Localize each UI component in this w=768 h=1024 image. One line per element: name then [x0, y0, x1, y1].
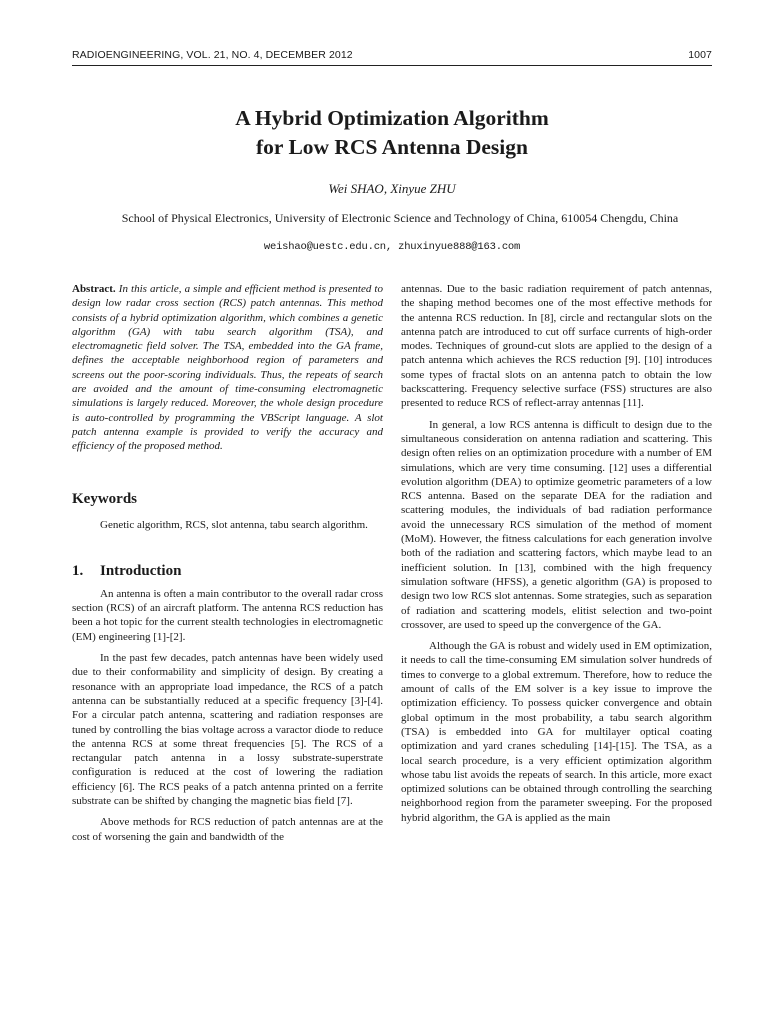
keywords-heading: Keywords	[72, 490, 137, 507]
running-header	[72, 49, 712, 61]
affiliation: School of Physical Electronics, University of Electronic Science and Technology of China, 610054 Chengdu, China	[121, 211, 679, 225]
right-column	[401, 282, 712, 825]
body-paragraph-2: In general, a low RCS antenna is difficult to design due to the simultaneous consideration on antenna radiation and scattering. This design often relies on an optimization procedure with a number of EM simulations, which are very time consuming. [12] uses a differential evolution algorithm (DEA) to optimize geometric parameters of a low RCS antenna. Based on the separate DEA for the radiation and scattering modules, the individuals of bad radiation performance avoid the unnecessary RCS simulation of the method of moment (MoM). However, the fitness calculations for each generation involve both of the radiation and scattering factors, which maybe lead to an inefficient solution. In [13], combined with the high frequency simulation software (HFSS), a genetic algorithm (GA) is proposed to design two low RCS slot antennas. Some strategies, such as separation of radiation and scattering models, elitist selection and two-point crossover, are used to speed up the convergence of the GA.	[401, 418, 713, 631]
page-number: 1007	[688, 49, 712, 61]
section-title: Introduction	[100, 562, 182, 579]
intro-paragraph-1: An antenna is often a main contributor to the overall radar cross section (RCS) of an aircraft platform. The antenna RCS reduction has been a hot topic for the current stealth technologies in electromagnetic (EM) engineering [1]-[2].	[72, 587, 383, 643]
section-heading-introduction	[72, 562, 383, 580]
keywords-text: Genetic algorithm, RCS, slot antenna, tabu search algorithm.	[100, 518, 368, 531]
header-rule	[72, 65, 712, 66]
paper-title	[72, 104, 712, 162]
body-paragraph-3: Although the GA is robust and widely used in EM optimization, it needs to call the time-consuming EM simulation solver hundreds of times to converge to a global extremum. Therefore, how to reduce the amount of calls of the EM solver is a key issue to improve the optimization efficiency. To possess quicker convergence and obtain global optimum in the most probability, a tabu search algorithm (TSA) is embedded into GA for multilayer optical coating optimization and yard cranes scheduling [14]-[15]. The TSA, as a local search procedure, is a very efficient optimization algorithm whose tabu list avoids the repeats of search. In this article, more exact optimized solutions can be obtained through controlling the searching neighborhood region from the parameter sweeping. For the proposed hybrid algorithm, the GA is applied as the main	[401, 640, 712, 824]
left-column	[72, 282, 383, 844]
section-number: 1.	[72, 562, 84, 579]
abstract-label: Abstract.	[72, 283, 116, 295]
body-paragraph-continued: antennas. Due to the basic radiation requirement of patch antennas, the shaping method becomes one of the most effective methods for the antenna RCS reduction. In [8], circle and rectangular slots on the antenna patch are introduced to cut off surface currents of high-order modes. Techniques of ground-cut slots are applied to the design of a patch antenna which achieves the RCS reduction [9]. [10] introduces some types of fractal slots on an antenna patch to obtain the low backscattering. Frequency selective surface (FSS) structures are also presented to reduce RCS of reflect-array antennas [11].	[401, 283, 712, 410]
author-list: Wei SHAO, Xinyue ZHU	[328, 181, 456, 196]
journal-citation: RADIOENGINEERING, VOL. 21, NO. 4, DECEMBER 2012	[72, 49, 353, 61]
title-line-1: A Hybrid Optimization Algorithm	[235, 106, 549, 130]
intro-paragraph-3: Above methods for RCS reduction of patch antennas are at the cost of worsening the gain and bandwidth of the	[72, 816, 383, 843]
intro-paragraph-2: In the past few decades, patch antennas have been widely used due to their conformability and simplicity of design. By creating a resonance with an appropriate load impedance, the RCS of a patch antenna can be substantially reduced at a specific frequency [3]-[4]. For a circular patch antenna, scattering and radiation responses are tuned by controlling the bias voltage across a varactor diode to reduce the antenna RCS at some threat frequencies [5]. The RCS of a rectangular patch antenna in a lossy substrate-superstrate configuration is reduced at the cost of lowering the radiation efficiency [6]. The RCS peaks of a patch antenna printed on a ferrite substrate can be shifted by changing the magnetic bias field [7].	[72, 652, 383, 808]
title-line-2: for Low RCS Antenna Design	[256, 135, 528, 159]
author-emails: weishao@uestc.edu.cn, zhuxinyue888@163.com	[263, 241, 521, 253]
abstract	[72, 282, 383, 454]
abstract-text: In this article, a simple and efficient method is presented to design low radar cross section (RCS) patch antennas. This method consists of a hybrid optimization algorithm, which combines a genetic algorithm (GA) with tabu search algorithm (TSA), and electromagnetic field solver. The TSA, embedded into the GA frame, defines the acceptable neighborhood region of parameters and screens out the poor-scoring individuals. Thus, the repeats of search are avoided and the amount of time-consuming electromagnetic simulations is largely reduced. Moreover, the whole design procedure is auto-controlled by programming the VBScript language. A slot patch antenna example is provided to verify the accuracy and efficiency of the proposed method.	[72, 283, 383, 453]
